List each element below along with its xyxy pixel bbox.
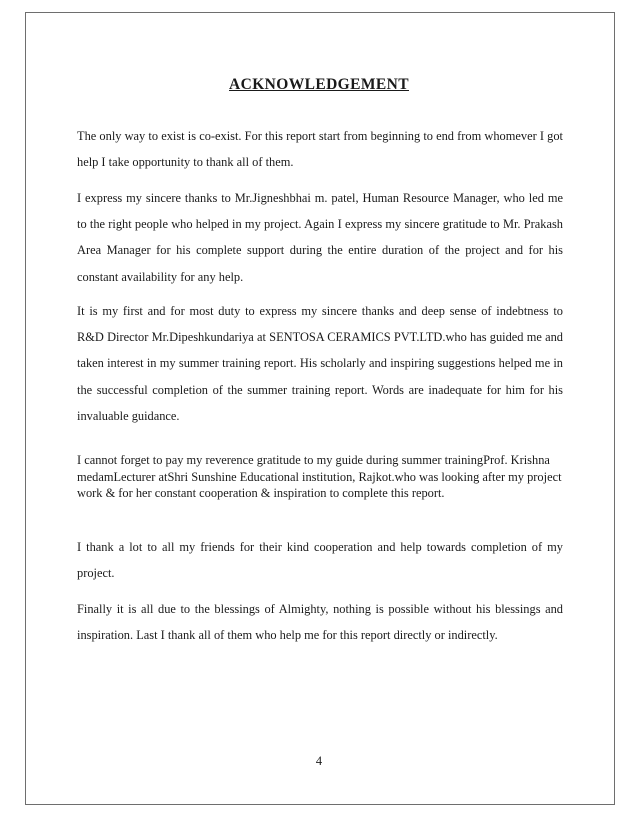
page-number: 4 <box>315 754 323 768</box>
paragraph-4: I cannot forget to pay my reverence gratitude to my guide during summer trainingProf. Krishna medamLecturer atShri Sunshine Educational institution, Rajkot.who was looking after my project work & for her constant cooperation & inspiration to complete this report. <box>77 453 562 501</box>
paragraph-5: I thank a lot to all my friends for their kind cooperation and help towards completion of my project. <box>77 540 563 581</box>
paragraph-2: I express my sincere thanks to Mr.Jigneshbhai m. patel, Human Resource Manager, who led me to the right people who helped in my project. Again I express my sincere gratitude to Mr. Prakash Area Manager for his complete support during the entire duration of the project and for his constant availability for any help. <box>77 191 563 284</box>
paragraph-1: The only way to exist is co-exist. For this report start from beginning to end from whomever I got help I take opportunity to thank all of them. <box>77 129 563 170</box>
paragraph-3: It is my first and for most duty to express my sincere thanks and deep sense of indebtness to R&D Director Mr.Dipeshkundariya at SENTOSA CERAMICS PVT.LTD.who has guided me and taken interest in my summer training report. His scholarly and inspiring suggestions helped me in the successful completion of the summer training report. Words are inadequate for him for his invaluable guidance. <box>77 304 563 423</box>
page-title: ACKNOWLEDGEMENT <box>229 76 409 93</box>
paragraph-6: Finally it is all due to the blessings of Almighty, nothing is possible without his blessings and inspiration. Last I thank all of them who help me for this report directly or indirectly. <box>77 602 563 643</box>
